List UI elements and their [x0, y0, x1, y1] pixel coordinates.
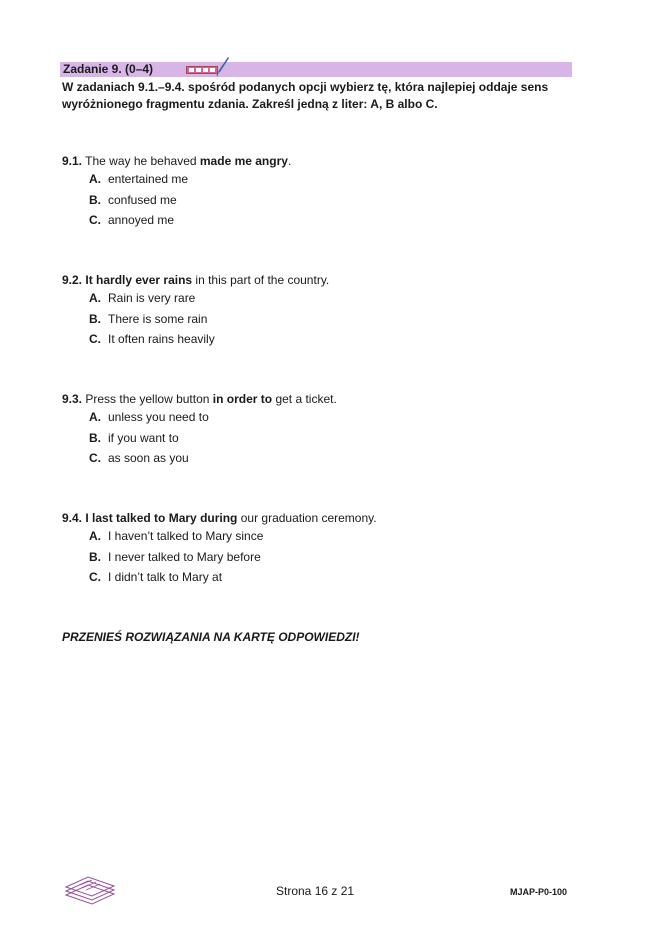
question-number: 9.4.: [62, 511, 83, 525]
cke-logo-icon: [62, 873, 118, 907]
stem-text: get a ticket.: [272, 392, 337, 406]
stem-text: our graduation ceremony.: [237, 511, 377, 525]
option-text: confused me: [108, 192, 177, 207]
option-letter[interactable]: B.: [89, 192, 101, 207]
option-text: Rain is very rare: [108, 291, 196, 305]
task-instruction: W zadaniach 9.1.–9.4. spośród podanych opcji wybierz tę, która najlepiej oddaje sens wyróżnionego fragmentu zdania. Zakreśl jedną z liter: A, B albo C.: [62, 80, 549, 111]
stem-highlight: It hardly ever rains: [85, 273, 193, 287]
option-c[interactable]: [62, 331, 582, 350]
document-code: MJAP-P0-100: [510, 887, 568, 897]
task-title: Zadanie 9. (0–4): [63, 62, 154, 76]
question-stem: [62, 391, 582, 407]
option-letter[interactable]: C.: [89, 332, 101, 346]
option-letter[interactable]: B.: [89, 430, 101, 445]
option-text: annoyed me: [108, 213, 175, 227]
task-header: [60, 62, 572, 77]
page-number: Strona 16 z 21: [276, 884, 355, 898]
stem-text: in this part of the country.: [192, 273, 330, 287]
option-a[interactable]: [62, 409, 582, 428]
option-b[interactable]: [62, 192, 582, 211]
question-stem: [62, 272, 582, 288]
option-a[interactable]: [62, 528, 582, 547]
option-a[interactable]: [62, 290, 582, 309]
option-text: I didn’t talk to Mary at: [108, 570, 223, 584]
option-text: I never talked to Mary before: [108, 549, 261, 564]
option-text: entertained me: [108, 172, 189, 186]
stem-highlight: made me angry: [199, 154, 288, 168]
question-number: 9.1.: [62, 154, 83, 168]
option-letter[interactable]: B.: [89, 311, 101, 326]
transfer-answers-note: PRZENIEŚ ROZWIĄZANIA NA KARTĘ ODPOWIEDZI!: [62, 630, 360, 644]
question-number: 9.2.: [62, 273, 83, 287]
question-stem: [62, 510, 582, 526]
option-b[interactable]: [62, 430, 582, 449]
question-stem: [62, 153, 582, 169]
question-9-1: [62, 153, 582, 231]
stem-highlight: in order to: [212, 392, 273, 406]
option-a[interactable]: [62, 171, 582, 190]
option-text: as soon as you: [108, 451, 189, 465]
stem-text: The way he behaved: [85, 154, 200, 168]
option-letter[interactable]: A.: [89, 291, 101, 305]
option-c[interactable]: [62, 569, 582, 588]
option-text: I haven’t talked to Mary since: [108, 529, 264, 543]
option-c[interactable]: [62, 450, 582, 469]
question-number: 9.3.: [62, 392, 83, 406]
option-letter[interactable]: C.: [89, 570, 101, 584]
stem-text: Press the yellow button: [85, 392, 213, 406]
option-letter[interactable]: B.: [89, 549, 101, 564]
option-text: unless you need to: [108, 410, 209, 424]
stem-text: .: [287, 154, 292, 168]
option-letter[interactable]: C.: [89, 451, 101, 465]
option-b[interactable]: [62, 311, 582, 330]
pen-icon: [216, 56, 230, 78]
option-letter[interactable]: A.: [89, 410, 101, 424]
option-letter[interactable]: A.: [89, 529, 101, 543]
option-b[interactable]: [62, 549, 582, 568]
option-text: There is some rain: [108, 311, 208, 326]
stem-highlight: I last talked to Mary during: [85, 511, 238, 525]
option-c[interactable]: [62, 212, 582, 231]
score-boxes-icon: [186, 66, 218, 74]
question-9-2: [62, 272, 582, 350]
option-text: if you want to: [108, 430, 179, 445]
question-9-3: [62, 391, 582, 469]
option-text: It often rains heavily: [108, 332, 215, 346]
option-letter[interactable]: A.: [89, 172, 101, 186]
option-letter[interactable]: C.: [89, 213, 101, 227]
question-9-4: [62, 510, 582, 588]
